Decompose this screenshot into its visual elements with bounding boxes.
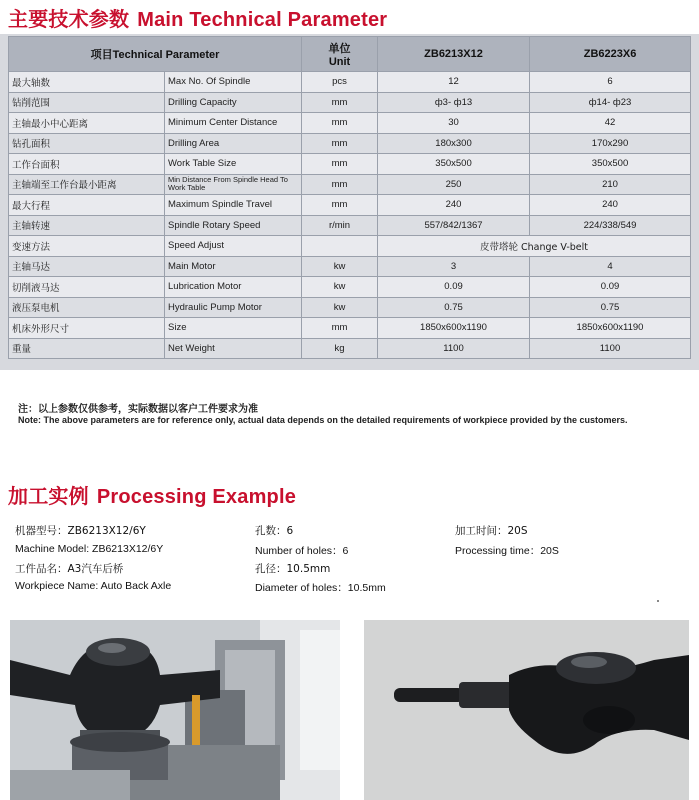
param-unit: mm [302,318,378,339]
table-row [9,215,691,236]
param-unit [302,236,378,257]
param-name-cn: 钻孔面积 [9,133,165,154]
table-row [9,318,691,339]
param-name-cn: 最大轴数 [9,72,165,93]
param-unit: pcs [302,72,378,93]
parameter-table [8,36,691,359]
param-name-en: Size [165,318,302,339]
param-unit: mm [302,92,378,113]
param-value-model-2: 0.09 [530,277,691,298]
table-row [9,195,691,216]
param-unit: mm [302,195,378,216]
processing-time-cn: 加工时间：20S [455,525,528,537]
param-value-model-2: 170x290 [530,133,691,154]
machine-photo-illustration [10,620,340,800]
param-unit: kw [302,256,378,277]
header-unit-cn: 单位 [328,42,351,55]
header-parameter: 项目Technical Parameter [9,37,302,72]
example-heading [8,480,296,509]
table-row [9,297,691,318]
workpiece-photo-illustration [364,620,689,800]
param-value-model-1: 557/842/1367 [378,215,530,236]
workpiece-photo [364,620,689,800]
param-value-model-1: 240 [378,195,530,216]
param-value-model-2: 4 [530,256,691,277]
param-name-cn: 机床外形尺寸 [9,318,165,339]
param-unit: kg [302,338,378,359]
param-value-model-2: 6 [530,72,691,93]
param-name-cn: 主轴端至工作台最小距离 [9,174,165,195]
param-value-model-1: 1850x600x1190 [378,318,530,339]
header-unit-en: Unit [328,56,351,68]
param-name-cn: 最大行程 [9,195,165,216]
processing-time-en: Processing time：20S [455,545,559,557]
table-row [9,113,691,134]
param-value-model-2: 1100 [530,338,691,359]
table-row [9,92,691,113]
table-row [9,236,691,257]
holes-count-en: Number of holes：6 [255,545,349,557]
holes-count-cn: 孔数：6 [255,525,294,537]
param-unit: kw [302,277,378,298]
table-row [9,133,691,154]
table-row [9,338,691,359]
param-name-cn: 主轴马达 [9,256,165,277]
params-heading [8,3,387,32]
params-heading-cn: 主要技术参数 [8,7,130,31]
workpiece-name-en: Workpiece Name: Auto Back Axle [15,580,172,592]
hole-diameter-cn: 孔径：10.5mm [255,563,331,575]
param-value-model-2: 0.75 [530,297,691,318]
param-unit: kw [302,297,378,318]
param-value-model-2: 240 [530,195,691,216]
param-value-model-1: 250 [378,174,530,195]
param-unit: mm [302,133,378,154]
param-name-en: Net Weight [165,338,302,359]
note-cn: 注：以上参数仅供参考，实际数据以客户工件要求为准 [18,404,258,415]
params-heading-en: Main Technical Parameter [137,9,388,31]
param-unit: mm [302,174,378,195]
param-value-model-1: 0.09 [378,277,530,298]
param-name-cn: 主轴最小中心距离 [9,113,165,134]
parameter-panel [0,34,699,370]
param-unit: r/min [302,215,378,236]
param-value-model-1: ф3- ф13 [378,92,530,113]
workpiece-name-cn: 工件品名：A3汽车后桥 [15,563,124,575]
table-row [9,154,691,175]
header-model-2: ZB6223X6 [530,37,691,72]
param-name-cn: 液压泵电机 [9,297,165,318]
param-value-merged: 皮带塔轮 Change V-belt [378,236,691,257]
param-value-model-2: 1850x600x1190 [530,318,691,339]
param-name-cn: 工作台面积 [9,154,165,175]
table-header-row [9,37,691,72]
param-name-en: Work Table Size [165,154,302,175]
table-row [9,277,691,298]
machine-model-en: Machine Model: ZB6213X12/6Y [15,543,164,555]
param-name-cn: 变速方法 [9,236,165,257]
param-value-model-2: 42 [530,113,691,134]
param-name-en: Drilling Area [165,133,302,154]
param-unit: mm [302,113,378,134]
param-name-en: Lubrication Motor [165,277,302,298]
param-name-en: Hydraulic Pump Motor [165,297,302,318]
decorative-dot [657,600,659,602]
param-name-cn: 主轴转速 [9,215,165,236]
param-value-model-1: 0.75 [378,297,530,318]
param-name-en: Maximum Spindle Travel [165,195,302,216]
param-value-model-2: 210 [530,174,691,195]
hole-diameter-en: Diameter of holes：10.5mm [255,582,386,594]
param-name-cn: 切削液马达 [9,277,165,298]
param-value-model-1: 12 [378,72,530,93]
param-unit: mm [302,154,378,175]
header-unit [302,37,378,72]
machine-model-cn: 机器型号：ZB6213X12/6Y [15,525,146,537]
param-value-model-1: 30 [378,113,530,134]
param-name-cn: 重量 [9,338,165,359]
param-value-model-1: 180x300 [378,133,530,154]
example-heading-en: Processing Example [96,486,297,508]
table-row [9,72,691,93]
example-heading-cn: 加工实例 [8,484,89,508]
header-model-1: ZB6213X12 [378,37,530,72]
param-value-model-2: 224/338/549 [530,215,691,236]
param-name-en: Drilling Capacity [165,92,302,113]
table-row [9,256,691,277]
param-name-en: Minimum Center Distance [165,113,302,134]
param-value-model-1: 3 [378,256,530,277]
param-value-model-1: 1100 [378,338,530,359]
param-name-en: Max No. Of Spindle [165,72,302,93]
param-value-model-2: ф14- ф23 [530,92,691,113]
param-name-en: Speed Adjust [165,236,302,257]
param-name-cn: 钻削范围 [9,92,165,113]
table-row [9,174,691,195]
param-name-en: Min Distance From Spindle Head To Work Table [165,174,302,195]
note-en: Note: The above parameters are for reference only, actual data depends on the detailed requirements of workpiece provided by the customers. [18,415,628,425]
param-value-model-1: 350x500 [378,154,530,175]
machine-photo [10,620,340,800]
param-value-model-2: 350x500 [530,154,691,175]
param-name-en: Main Motor [165,256,302,277]
param-name-en: Spindle Rotary Speed [165,215,302,236]
